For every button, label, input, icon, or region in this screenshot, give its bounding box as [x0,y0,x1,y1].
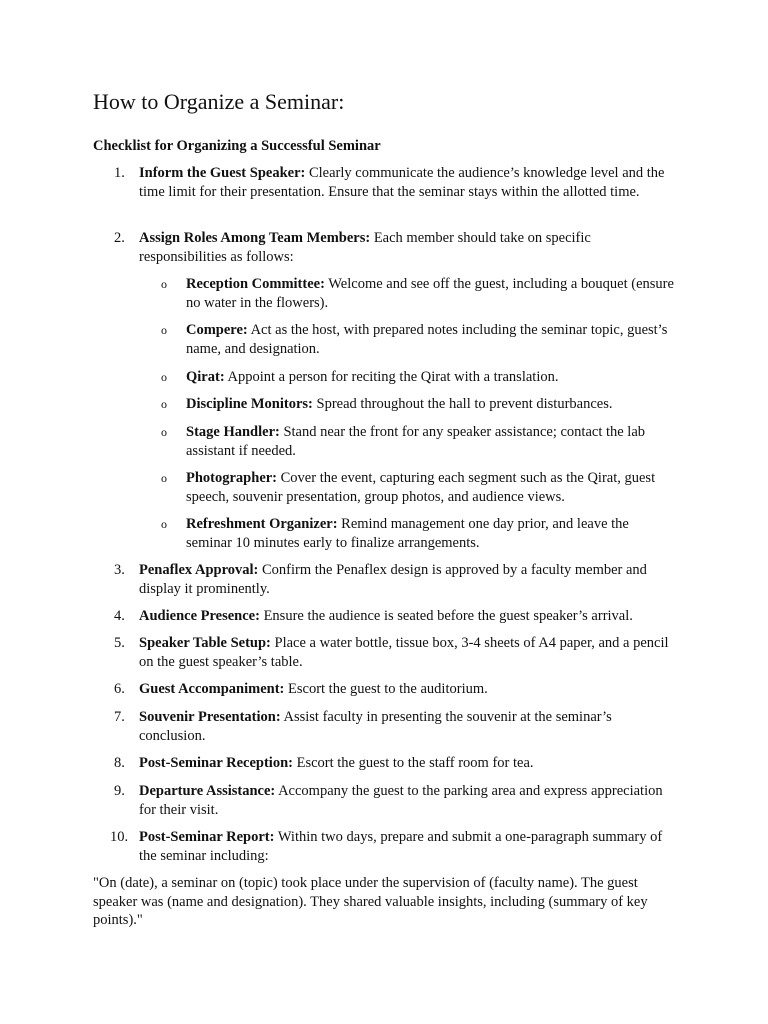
list-item-label: Post-Seminar Report: [139,829,275,845]
role-label: Photographer: [186,470,278,486]
list-item-body: Escort the guest to the staff room for tea. [292,755,534,771]
role-body: Remind management one day prior, and leave the seminar 10 minutes early to finalize arrangements. [186,516,629,551]
list-item-text [139,754,679,773]
checklist-heading: Checklist for Organizing a Successful Seminar [93,138,381,154]
role-body: Stand near the front for any speaker assistance; contact the lab assistant if needed. [186,424,646,459]
list-item-label: Souvenir Presentation: [139,709,281,725]
bullet-icon: o [161,425,167,439]
role-label: Compere: [186,322,248,338]
list-item-number: 9. [114,783,125,799]
bullet-icon: o [161,471,167,485]
list-item-text [139,828,679,865]
list-item-body: Clearly communicate the audience’s knowledge level and the time limit for their presentation. Ensure that the seminar stays within the allotted time. [139,165,665,200]
list-item-label: Assign Roles Among Team Members: [139,230,371,246]
list-item-label: Post-Seminar Reception: [139,755,293,771]
list-item-number: 7. [114,709,125,725]
list-item-body: Confirm the Penaflex design is approved by a faculty member and display it prominently. [139,562,647,597]
list-item-text [139,634,679,671]
role-text [186,423,676,460]
bullet-icon: o [161,277,167,291]
list-item-number: 1. [114,165,125,181]
list-item-number: 10. [110,829,129,845]
role-body: Cover the event, capturing each segment such as the Qirat, guest speech, souvenir presentation, group photos, and audience views. [186,470,656,505]
report-template-quote: "On (date), a seminar on (topic) took place under the supervision of (faculty name). The guest speaker was (name and designation). They shared valuable insights, including (summary of key points)." [93,875,648,928]
list-item-text [139,229,679,266]
role-label: Qirat: [186,369,225,385]
list-item-body: Each member should take on specific responsibilities as follows: [139,230,591,265]
role-text [186,321,676,358]
list-item-text [139,708,679,745]
list-item-number: 5. [114,635,125,651]
role-text [186,368,676,387]
role-label: Discipline Monitors: [186,396,313,412]
role-text [186,395,676,414]
role-body: Spread throughout the hall to prevent disturbances. [312,396,613,412]
role-label: Reception Committee: [186,276,325,292]
list-item-body: Ensure the audience is seated before the guest speaker’s arrival. [259,608,633,624]
list-item-number: 6. [114,681,125,697]
list-item-body: Accompany the guest to the parking area and express appreciation for their visit. [139,783,663,818]
list-item-label: Guest Accompaniment: [139,681,285,697]
role-label: Stage Handler: [186,424,280,440]
role-label: Refreshment Organizer: [186,516,338,532]
list-item-label: Speaker Table Setup: [139,635,271,651]
page-title: How to Organize a Seminar: [93,89,345,114]
role-body: Act as the host, with prepared notes including the seminar topic, guest’s name, and designation. [186,322,668,357]
role-body: Appoint a person for reciting the Qirat with a translation. [224,369,559,385]
list-item-label: Inform the Guest Speaker: [139,165,306,181]
list-item-text [139,607,679,626]
list-item-text [139,680,679,699]
list-item-number: 8. [114,755,125,771]
role-body: Welcome and see off the guest, including a bouquet (ensure no water in the flowers). [186,276,674,311]
list-item-body: Assist faculty in presenting the souvenir at the seminar’s conclusion. [139,709,612,744]
list-item-label: Departure Assistance: [139,783,276,799]
role-text [186,469,676,506]
role-text [186,275,676,312]
list-item-body: Place a water bottle, tissue box, 3-4 sheets of A4 paper, and a pencil on the guest speaker’s table. [139,635,669,670]
bullet-icon: o [161,323,167,337]
list-item-text [139,561,679,598]
list-item-text [139,782,679,819]
list-item-text [139,164,679,201]
list-item-label: Penaflex Approval: [139,562,259,578]
list-item-number: 2. [114,230,125,246]
list-item-label: Audience Presence: [139,608,260,624]
bullet-icon: o [161,397,167,411]
list-item-number: 4. [114,608,125,624]
list-item-body: Escort the guest to the auditorium. [284,681,488,697]
role-text [186,515,676,552]
list-item-number: 3. [114,562,125,578]
bullet-icon: o [161,370,167,384]
bullet-icon: o [161,517,167,531]
list-item-body: Within two days, prepare and submit a one-paragraph summary of the seminar including: [139,829,663,864]
